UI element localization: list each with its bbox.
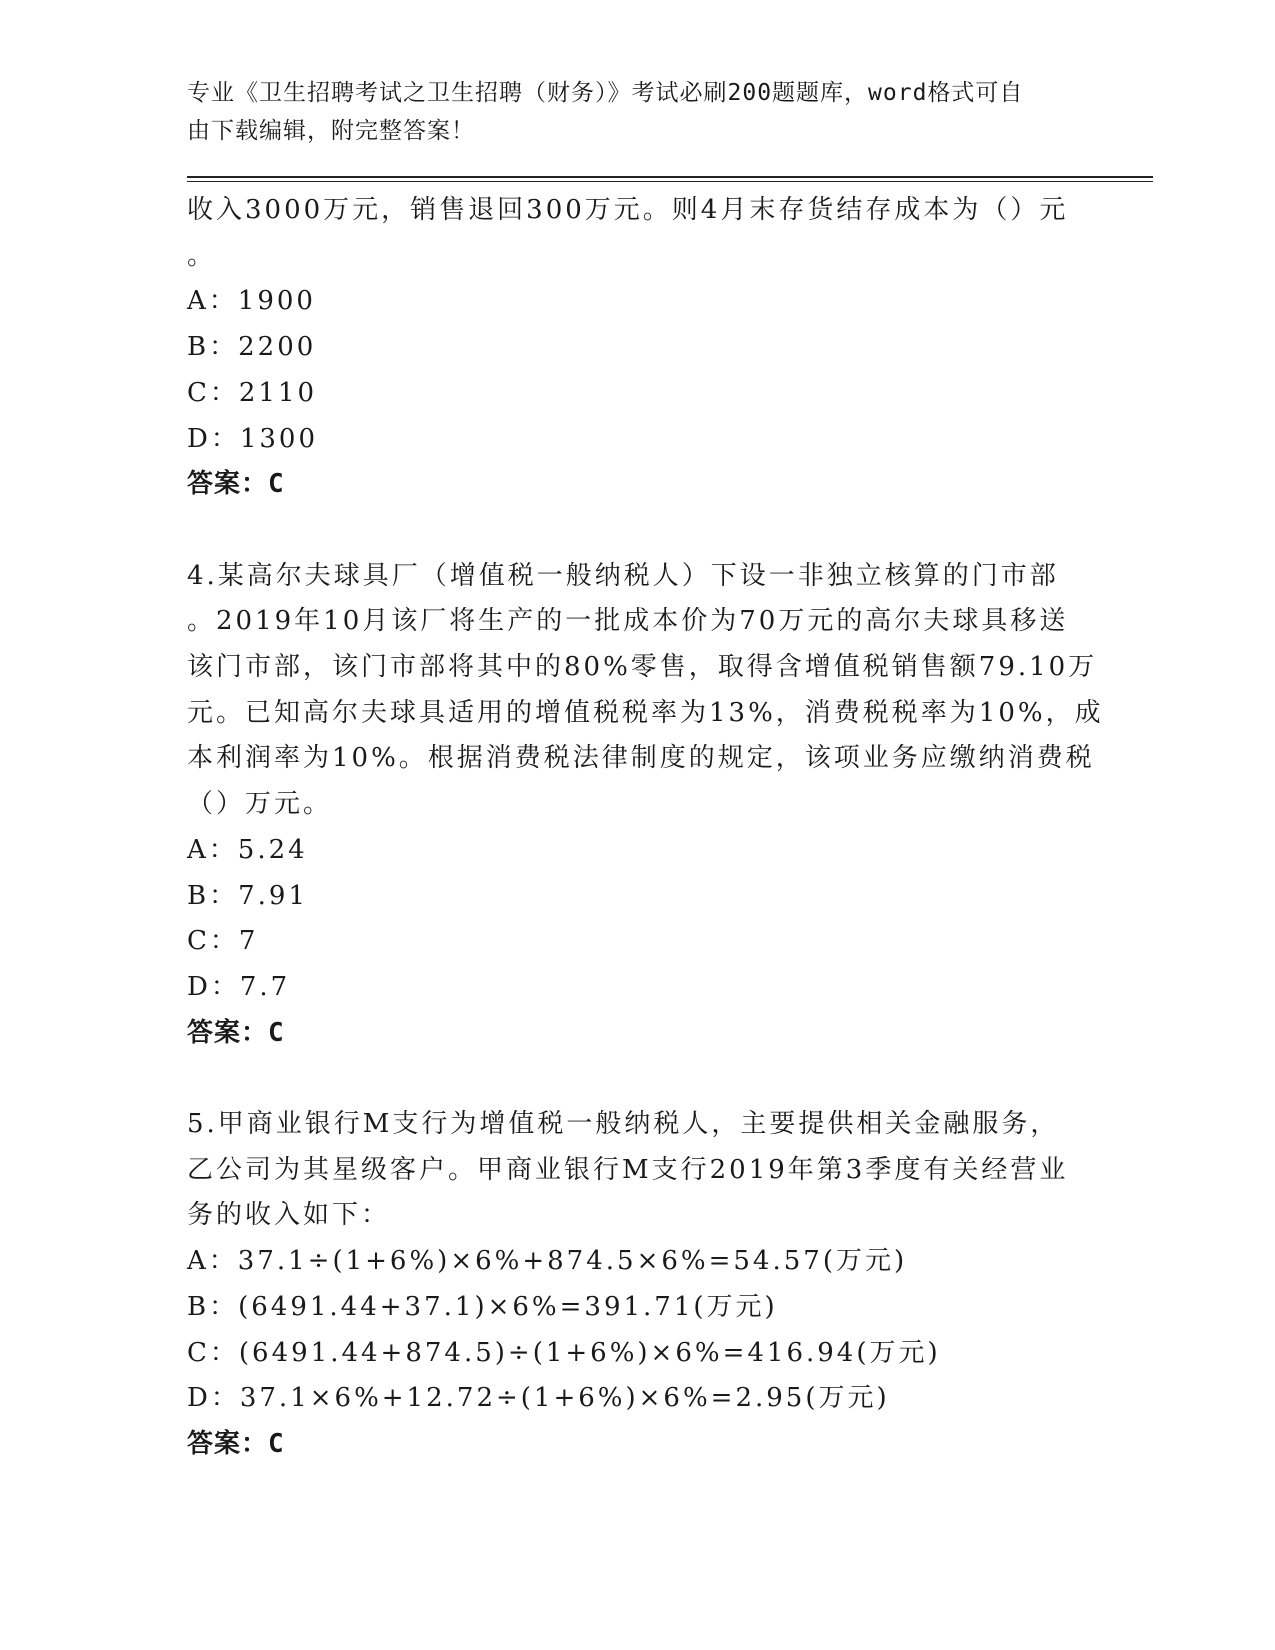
question-4-stem-line: 元。已知高尔夫球具适用的增值税税率为13%，消费税税率为10%，成 — [187, 697, 1104, 728]
question-4-option-b: B：7.91 — [187, 880, 308, 911]
question-3-stem-line: 。 — [187, 240, 217, 271]
header-divider-thick — [187, 176, 1153, 178]
header-line-2: 由下载编辑，附完整答案！ — [187, 118, 475, 144]
question-4-stem-line: 本利润率为10%。根据消费税法律制度的规定，该项业务应缴纳消费税 — [187, 743, 1095, 774]
question-4-answer: 答案：C — [187, 1017, 285, 1048]
document-header — [187, 74, 1087, 150]
question-5-option-d: D：37.1×6%+12.72÷(1+6%)×6%=2.95(万元) — [187, 1383, 890, 1414]
question-4-stem-line: 。2019年10月该厂将生产的一批成本价为70万元的高尔夫球具移送 — [187, 606, 1069, 637]
question-5-option-a: A：37.1÷(1+6%)×6%+874.5×6%=54.57(万元) — [187, 1246, 908, 1277]
question-5-option-b: B：(6491.44+37.1)×6%=391.71(万元) — [187, 1291, 778, 1322]
question-5-answer: 答案：C — [187, 1428, 285, 1459]
question-4-option-a: A：5.24 — [187, 834, 308, 865]
header-divider-thin — [187, 181, 1153, 182]
question-list — [187, 188, 1104, 1468]
question-4 — [187, 554, 1104, 1057]
spacer — [187, 508, 1087, 554]
question-3-option-a: A：1900 — [187, 286, 316, 317]
question-3-option-b: B：2200 — [187, 332, 317, 363]
question-3 — [187, 188, 1087, 508]
question-5-stem-line: 务的收入如下： — [187, 1200, 391, 1231]
question-5-stem-line: 乙公司为其星级客户。甲商业银行M支行2019年第3季度有关经营业 — [187, 1154, 1069, 1185]
question-4-stem-line: 4.某高尔夫球具厂（增值税一般纳税人）下设一非独立核算的门市部 — [187, 560, 1059, 591]
spacer — [187, 1056, 1087, 1102]
question-5-stem-line: 5.甲商业银行M支行为增值税一般纳税人，主要提供相关金融服务， — [187, 1109, 1060, 1140]
question-3-stem-line: 收入3000万元，销售退回300万元。则4月末存货结存成本为（）元 — [187, 195, 1069, 225]
question-4-stem-line: 该门市部，该门市部将其中的80%零售，取得含增值税销售额79.10万 — [187, 652, 1098, 683]
question-4-stem-line: （）万元。 — [187, 789, 333, 820]
question-4-option-d: D：7.7 — [187, 971, 291, 1002]
question-3-answer: 答案：C — [187, 469, 285, 500]
header-line-1: 专业《卫生招聘考试之卫生招聘（财务）》考试必刷200题题库，word格式可自 — [187, 80, 1024, 106]
question-3-option-c: C：2110 — [187, 377, 318, 408]
question-3-option-d: D：1300 — [187, 423, 319, 454]
question-5 — [187, 1102, 1087, 1468]
question-5-option-c: C：(6491.44+874.5)÷(1+6%)×6%=416.94(万元) — [187, 1337, 941, 1368]
question-4-option-c: C：7 — [187, 926, 259, 957]
